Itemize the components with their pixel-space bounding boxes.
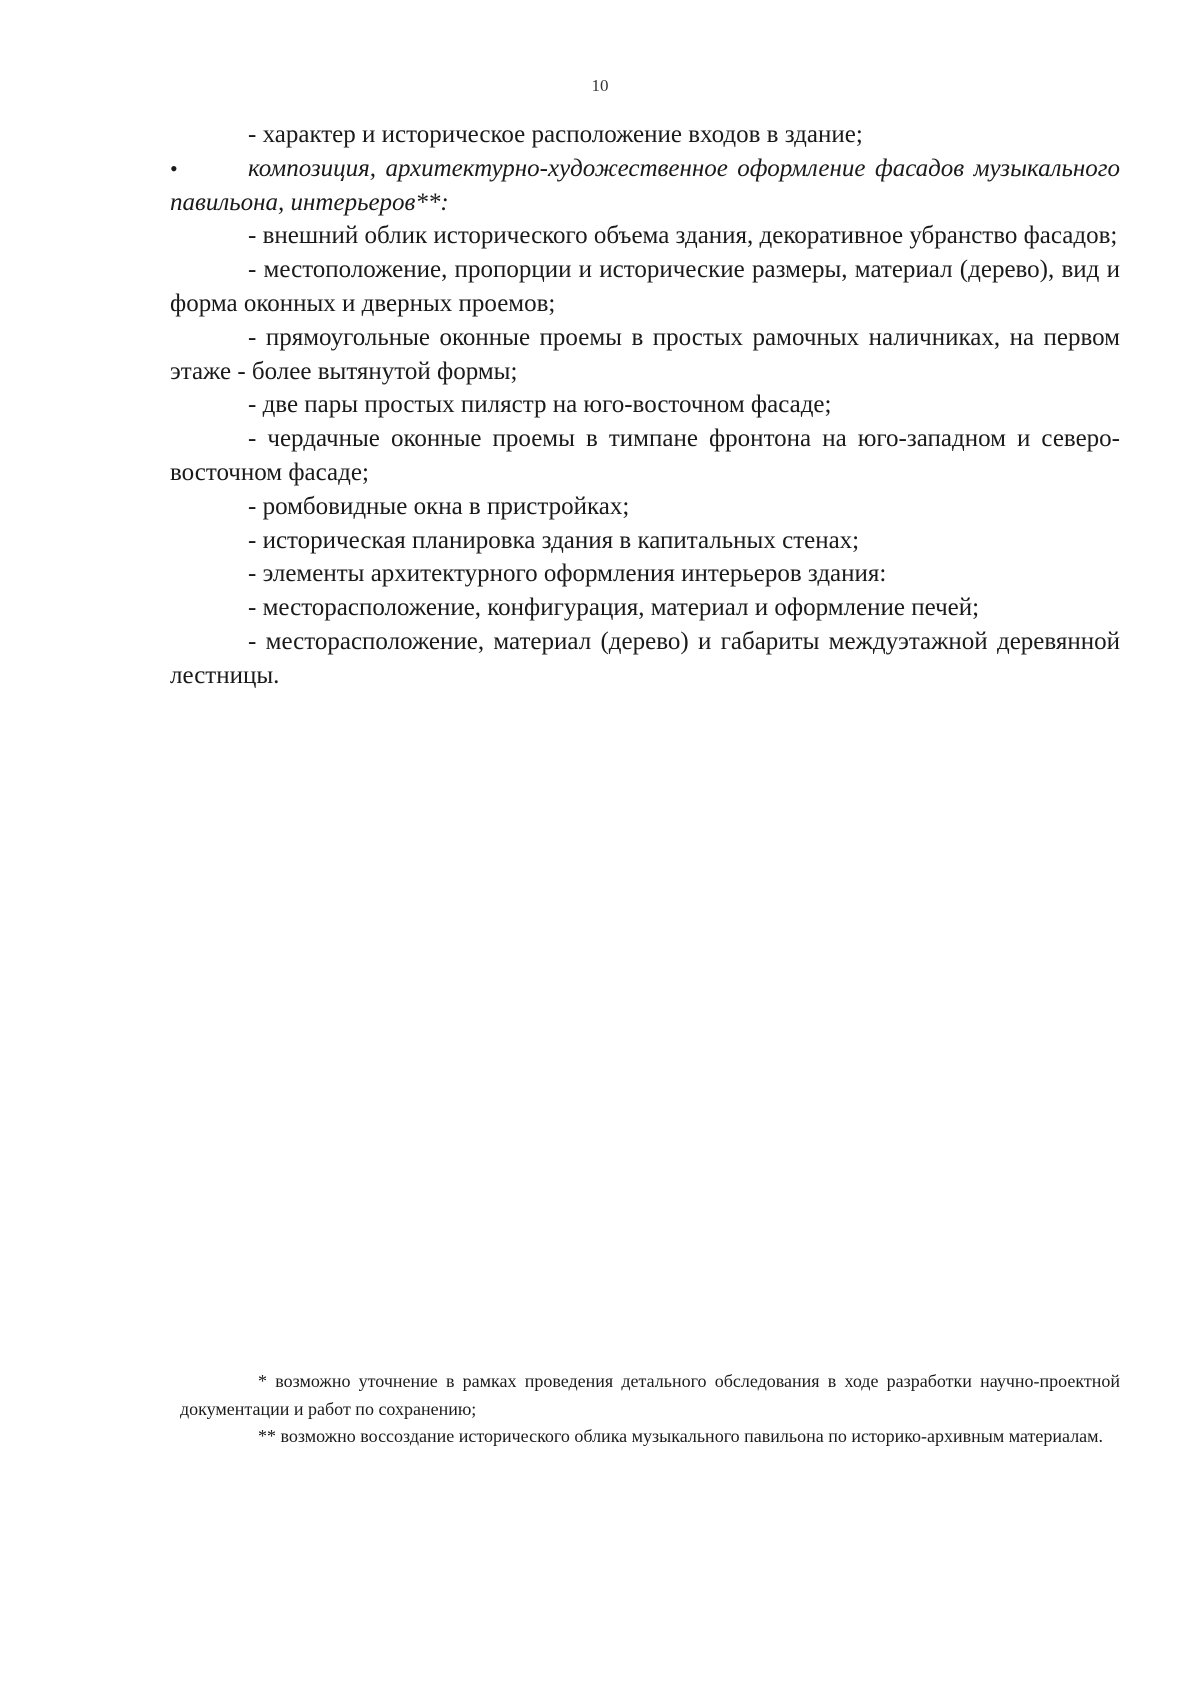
main-text-block [170, 118, 1120, 693]
list-heading-text: композиция, архитектурно-художественное оформление фасадов музыкального павильона, интерьеров**: [170, 154, 1120, 216]
list-item-layout: - историческая планировка здания в капитальных стенах; [248, 526, 860, 554]
list-item-rectangular-windows: - прямоугольные оконные проемы в простых рамочных наличниках, на первом этаже - более вытянутой формы; [170, 323, 1120, 385]
list-item-rhomboid-windows: - ромбовидные окна в пристройках; [248, 492, 630, 520]
bullet-icon: • [170, 155, 178, 181]
list-item-entrances: - характер и историческое расположение входов в здание; [248, 121, 863, 148]
list-item-staircase: - месторасположение, материал (дерево) и габариты междуэтажной деревянной лестницы. [170, 627, 1120, 689]
list-item-stoves: - месторасположение, конфигурация, материал и оформление печей; [248, 594, 980, 622]
footnote-single-asterisk: * возможно уточнение в рамках проведения детального обследования в ходе разработки научно-проектной документации и работ по сохранению; [180, 1371, 1120, 1419]
list-item-exterior: - внешний облик исторического объема здания, декоративное убранство фасадов; [248, 222, 1118, 250]
list-heading-composition [170, 152, 1120, 220]
footnotes-block [180, 1368, 1120, 1451]
list-item-pilasters: - две пары простых пилястр на юго-восточном фасаде; [248, 391, 832, 419]
list-item-openings: - местоположение, пропорции и исторические размеры, материал (дерево), вид и форма оконных и дверных проемов; [170, 256, 1120, 317]
list-item-interior-elements: - элементы архитектурного оформления интерьеров здания: [248, 560, 887, 588]
page-number: 10 [591, 76, 609, 95]
list-item-attic-windows: - чердачные оконные проемы в тимпане фронтона на юго-западном и северо-восточном фасаде; [170, 425, 1120, 486]
footnote-double-asterisk: ** возможно воссоздание исторического облика музыкального павильона по историко-архивным материалам. [258, 1426, 1104, 1446]
